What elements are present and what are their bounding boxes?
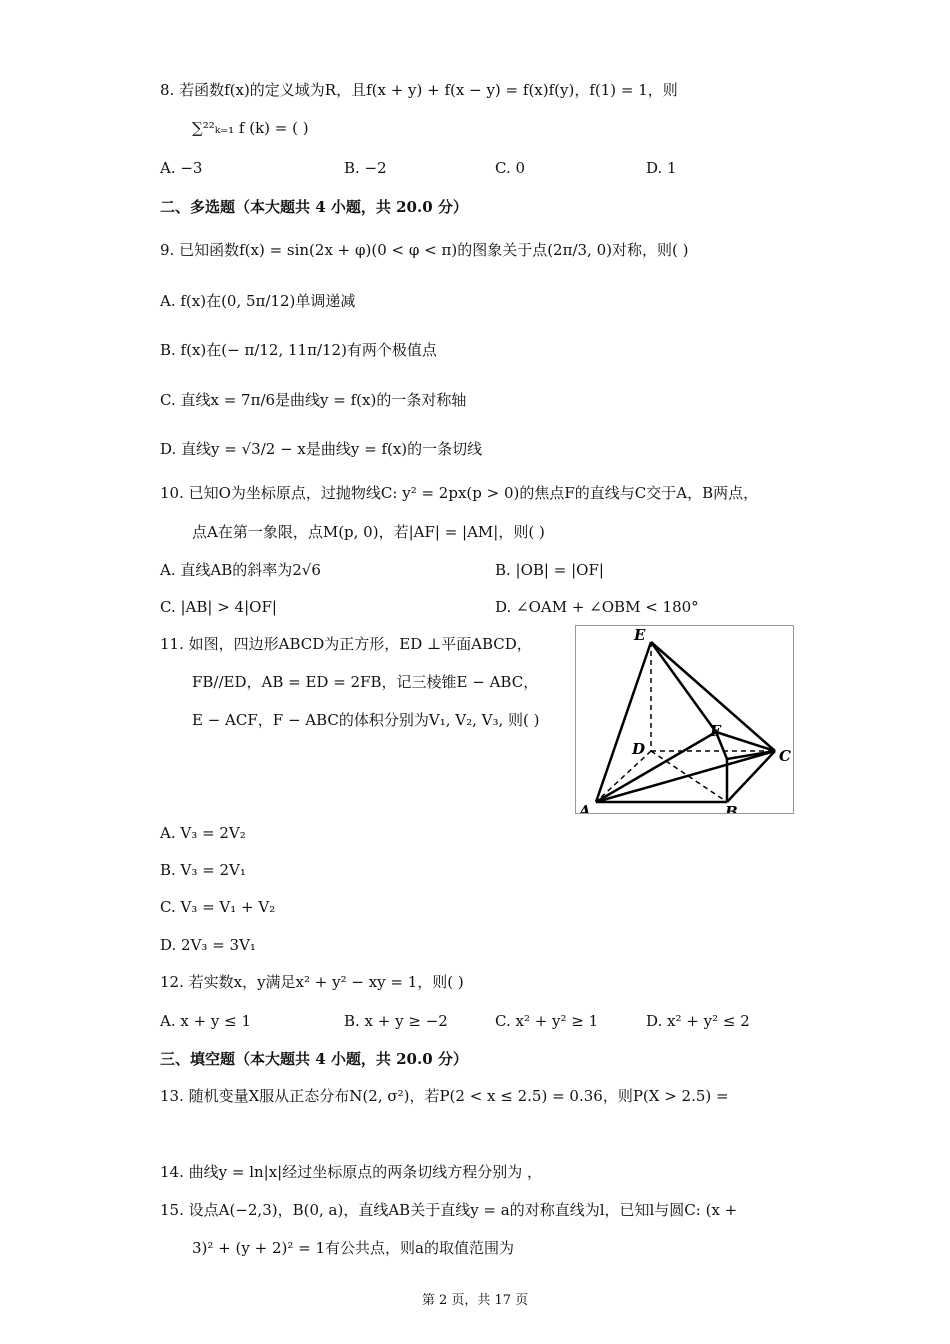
q10-option-d: D. ∠OAM + ∠OBM < 180° [495, 598, 699, 616]
q11-option-c: C. V₃ = V₁ + V₂ [160, 898, 276, 916]
label-f: F [710, 722, 721, 740]
q12-stem: 12. 若实数x，y满足x² + y² − xy = 1，则( ) [160, 973, 464, 991]
pyramid-figure [575, 625, 794, 814]
q10-line1: 10. 已知O为坐标原点，过抛物线C: y² = 2px(p > 0)的焦点F的直线与C交于A，B两点， [160, 484, 759, 502]
q9-option-d: D. 直线y = √3/2 − x是曲线y = f(x)的一条切线 [160, 440, 483, 458]
q10-option-a: A. 直线AB的斜率为2√6 [160, 561, 321, 579]
q10-option-b: B. |OB| = |OF| [495, 561, 604, 579]
page-footer: 第 2 页，共 17 页 [421, 1293, 529, 1308]
q9-option-b: B. f(x)在(− π/12, 11π/12)有两个极值点 [160, 341, 437, 359]
q10-line2: 点A在第一象限，点M(p, 0)，若|AF| = |AM|，则( ) [192, 523, 545, 541]
q9-option-a: A. f(x)在(0, 5π/12)单调递减 [160, 292, 356, 310]
label-c: C [779, 747, 791, 765]
section-heading-fill: 三、填空题（本大题共 4 小题，共 20.0 分） [160, 1050, 468, 1068]
q13-stem: 13. 随机变量X服从正态分布N(2, σ²)，若P(2 < x ≤ 2.5) = 0.36，则P(X > 2.5) = [160, 1087, 729, 1105]
q10-option-c: C. |AB| > 4|OF| [160, 598, 277, 616]
label-d: D [632, 740, 646, 758]
q11-line3: E − ACF，F − ABC的体积分别为V₁, V₂, V₃, 则( ) [192, 711, 540, 729]
q11-line2: FB//ED，AB = ED = 2FB，记三棱锥E − ABC， [192, 673, 539, 691]
q15-line1: 15. 设点A(−2,3)，B(0, a)，直线AB关于直线y = a的对称直线为l，已知l与圆C: (x + [160, 1201, 738, 1219]
label-e: E [634, 626, 646, 644]
q11-option-a: A. V₃ = 2V₂ [160, 824, 246, 842]
section-heading-multi: 二、多选题（本大题共 4 小题，共 20.0 分） [160, 198, 468, 216]
q8-option-b: B. −2 [344, 159, 387, 177]
q8-line2: ∑²²ₖ₌₁ f (k) = ( ) [192, 119, 309, 137]
pyramid-diagram [576, 626, 793, 813]
q11-option-b: B. V₃ = 2V₁ [160, 861, 246, 879]
q12-option-b: B. x + y ≥ −2 [344, 1012, 448, 1030]
q11-line1: 11. 如图，四边形ABCD为正方形，ED ⊥平面ABCD， [160, 635, 532, 653]
label-b: B [725, 803, 738, 813]
q11-option-d: D. 2V₃ = 3V₁ [160, 936, 256, 954]
label-a: A [579, 802, 591, 813]
q8-option-d: D. 1 [646, 159, 677, 177]
q12-option-d: D. x² + y² ≤ 2 [646, 1012, 750, 1030]
q9-option-c: C. 直线x = 7π/6是曲线y = f(x)的一条对称轴 [160, 391, 467, 409]
q15-line2: 3)² + (y + 2)² = 1有公共点，则a的取值范围为 [192, 1239, 514, 1257]
q14-stem: 14. 曲线y = ln|x|经过坐标原点的两条切线方程分别为 ， [160, 1163, 542, 1181]
q8-option-c: C. 0 [495, 159, 526, 177]
q8-line1: 8. 若函数f(x)的定义域为R，且f(x + y) + f(x − y) = f(x)f(y)，f(1) = 1，则 [160, 81, 678, 99]
q9-stem: 9. 已知函数f(x) = sin(2x + φ)(0 < φ < π)的图象关于点(2π/3, 0)对称，则( ) [160, 241, 689, 259]
q12-option-a: A. x + y ≤ 1 [160, 1012, 252, 1030]
q8-option-a: A. −3 [160, 159, 203, 177]
q12-option-c: C. x² + y² ≥ 1 [495, 1012, 599, 1030]
